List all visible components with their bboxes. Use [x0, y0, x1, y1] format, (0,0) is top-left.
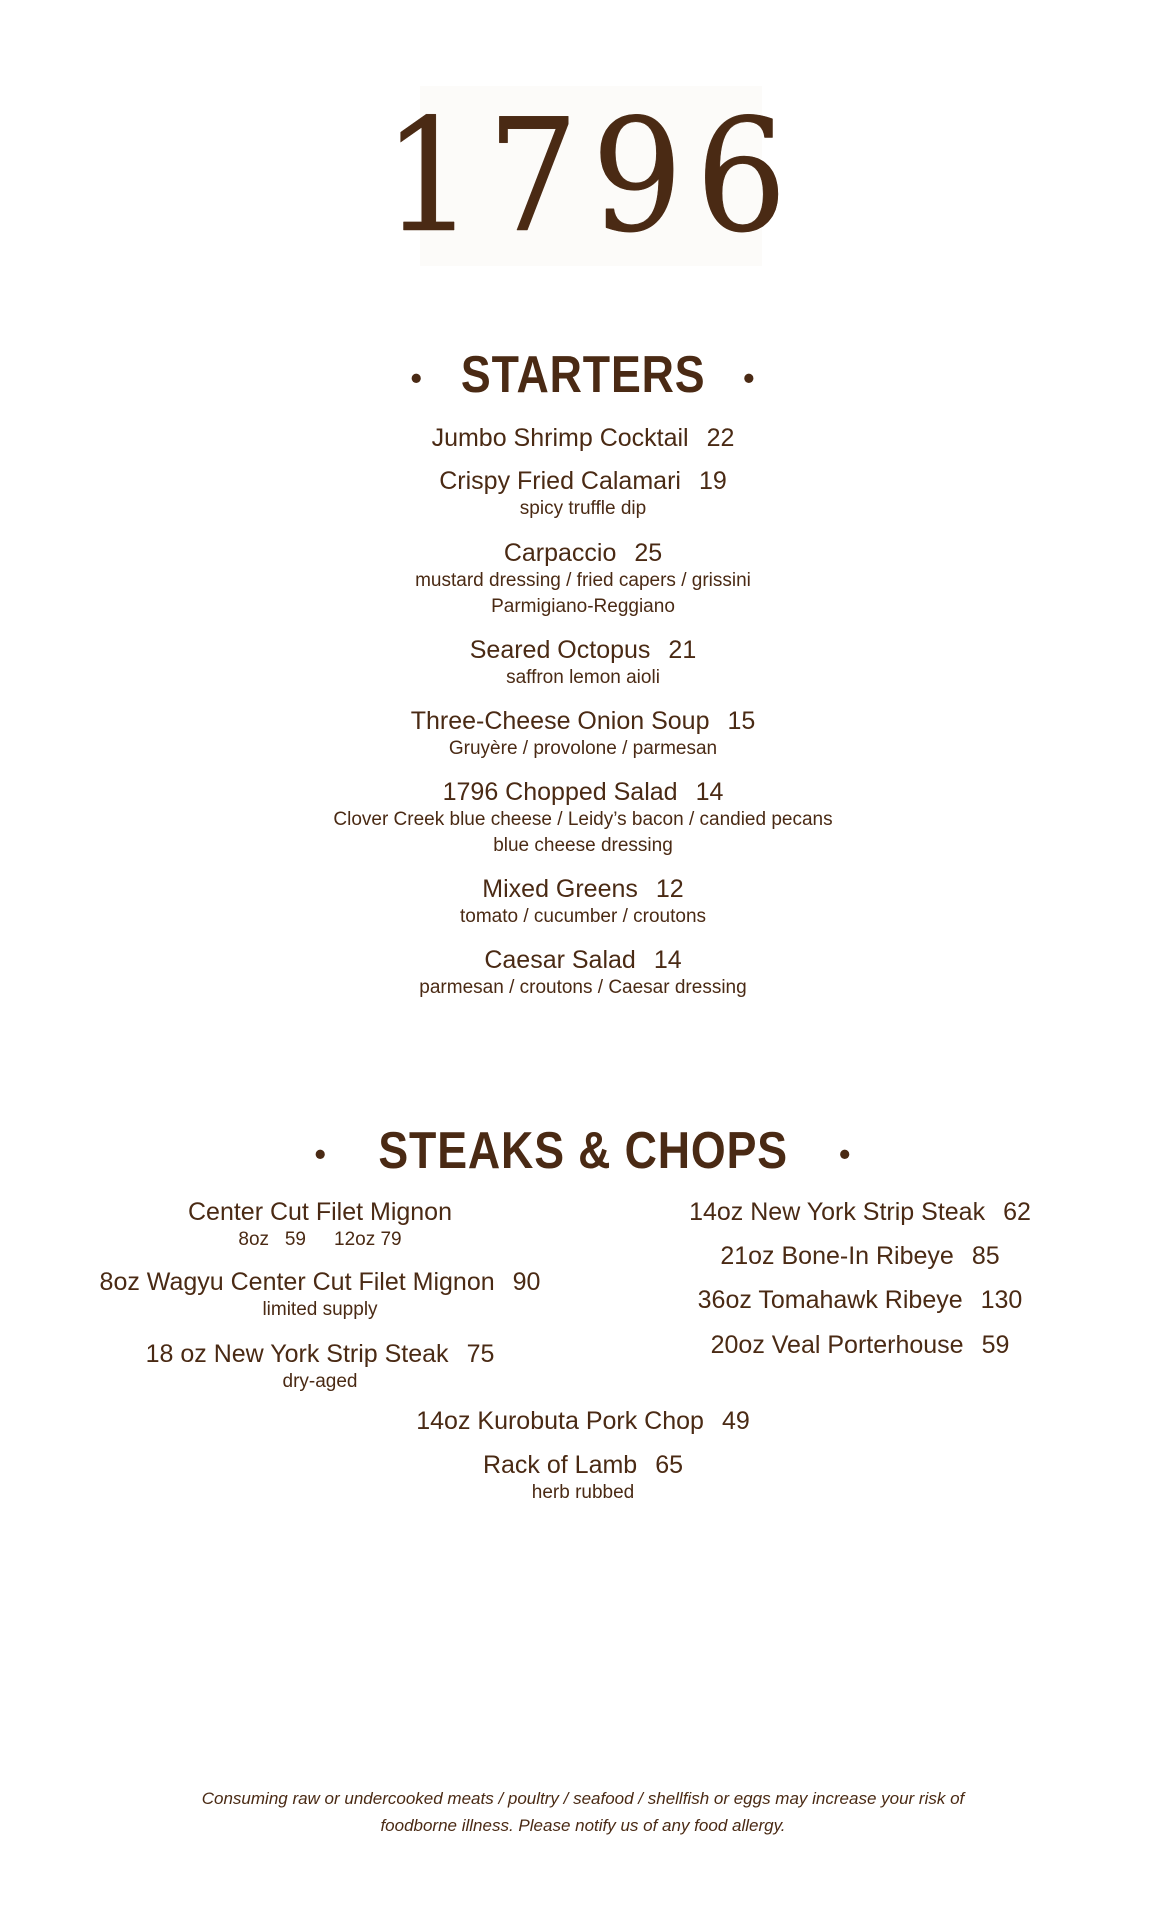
restaurant-logo — [382, 85, 800, 267]
item-price: 21 — [668, 636, 697, 664]
item-description: limited supply — [262, 1299, 378, 1320]
item-description: dry-aged — [282, 1371, 358, 1392]
item-description: saffron lemon aioli — [506, 667, 660, 688]
menu-item-jumbo-shrimp-cocktail — [0, 423, 1166, 453]
disclaimer-line: Consuming raw or undercooked meats / poultry / seafood / shellfish or eggs may increase your risk of — [201, 1789, 965, 1808]
menu-item-bone-in-ribeye — [580, 1241, 1140, 1271]
size-label: 8oz — [238, 1229, 270, 1250]
item-name: Center Cut Filet Mignon — [187, 1198, 452, 1226]
menu-item-18oz-new-york-strip — [30, 1339, 610, 1395]
item-price: 12 — [655, 875, 684, 903]
item-description: Clover Creek blue cheese / Leidy’s bacon / candied pecans — [333, 809, 833, 830]
item-description: blue cheese dressing — [493, 835, 673, 856]
item-name: Caesar Salad — [484, 946, 636, 974]
menu-item-three-cheese-onion-soup — [0, 706, 1166, 762]
item-description: Gruyère / provolone / parmesan — [448, 738, 718, 759]
item-name: Mixed Greens — [482, 875, 638, 903]
item-name: 18 oz New York Strip Steak — [145, 1340, 449, 1368]
bullet-dot-icon: • — [410, 359, 423, 396]
item-name: 1796 Chopped Salad — [442, 778, 678, 806]
bullet-dot-icon: • — [839, 1135, 852, 1172]
item-price: 22 — [706, 424, 735, 452]
bullet-dot-icon: • — [743, 359, 756, 396]
item-price: 75 — [466, 1340, 495, 1368]
item-name: 8oz Wagyu Center Cut Filet Mignon — [99, 1268, 495, 1296]
item-price: 49 — [721, 1407, 750, 1435]
menu-item-mixed-greens — [0, 874, 1166, 930]
size-price: 79 — [380, 1229, 402, 1250]
menu-item-rack-of-lamb — [0, 1450, 1166, 1506]
menu-item-14oz-new-york-strip — [580, 1197, 1140, 1227]
item-name: Seared Octopus — [469, 636, 651, 664]
item-description: spicy truffle dip — [519, 498, 647, 519]
item-price: 65 — [655, 1451, 684, 1479]
menu-item-seared-octopus — [0, 635, 1166, 691]
item-name: Crispy Fried Calamari — [439, 467, 681, 495]
menu-item-kurobuta-pork-chop — [0, 1406, 1166, 1436]
item-price: 62 — [1003, 1198, 1031, 1226]
item-description: herb rubbed — [531, 1482, 635, 1503]
item-name: Rack of Lamb — [482, 1451, 638, 1479]
disclaimer-line: foodborne illness. Please notify us of any food allergy. — [380, 1816, 786, 1835]
item-description: mustard dressing / fried capers / grissini — [415, 570, 751, 591]
starters-heading — [0, 345, 1166, 405]
size-label: 12oz — [334, 1229, 376, 1250]
item-name: 36oz Tomahawk Ribeye — [697, 1286, 963, 1314]
item-name: 20oz Veal Porterhouse — [710, 1331, 964, 1359]
size-price: 59 — [284, 1229, 306, 1250]
steaks-heading — [0, 1121, 1166, 1181]
item-price: 59 — [981, 1331, 1010, 1359]
item-name: 14oz New York Strip Steak — [689, 1198, 986, 1226]
item-name: Jumbo Shrimp Cocktail — [431, 424, 689, 452]
item-price: 15 — [727, 707, 756, 735]
food-safety-disclaimer — [0, 1785, 1166, 1839]
menu-item-veal-porterhouse — [580, 1330, 1140, 1360]
bullet-dot-icon: • — [314, 1135, 327, 1172]
menu-item-1796-chopped-salad — [0, 777, 1166, 859]
starters-title: STARTERS — [460, 346, 706, 404]
item-name: Three-Cheese Onion Soup — [410, 707, 710, 735]
menu-item-center-cut-filet-mignon — [30, 1197, 610, 1253]
menu-item-carpaccio — [0, 538, 1166, 620]
item-price: 14 — [695, 778, 724, 806]
item-description: tomato / cucumber / croutons — [459, 906, 707, 927]
item-sizes — [30, 1227, 610, 1253]
menu-item-tomahawk-ribeye — [580, 1285, 1140, 1315]
item-price: 130 — [980, 1286, 1023, 1314]
menu-item-crispy-fried-calamari — [0, 466, 1166, 522]
item-price: 25 — [634, 539, 663, 567]
item-price: 14 — [653, 946, 682, 974]
logo-text: 1796 — [382, 85, 800, 267]
item-name: 14oz Kurobuta Pork Chop — [416, 1407, 704, 1435]
item-description: parmesan / croutons / Caesar dressing — [419, 977, 747, 998]
menu-item-caesar-salad — [0, 945, 1166, 1001]
item-name: 21oz Bone-In Ribeye — [720, 1242, 954, 1270]
steaks-title: STEAKS & CHOPS — [378, 1122, 788, 1180]
item-price: 85 — [971, 1242, 1000, 1270]
item-name: Carpaccio — [503, 539, 617, 567]
item-price: 19 — [698, 467, 727, 495]
item-description: Parmigiano-Reggiano — [491, 596, 675, 617]
menu-item-wagyu-filet-mignon — [30, 1267, 610, 1323]
item-price: 90 — [512, 1268, 541, 1296]
